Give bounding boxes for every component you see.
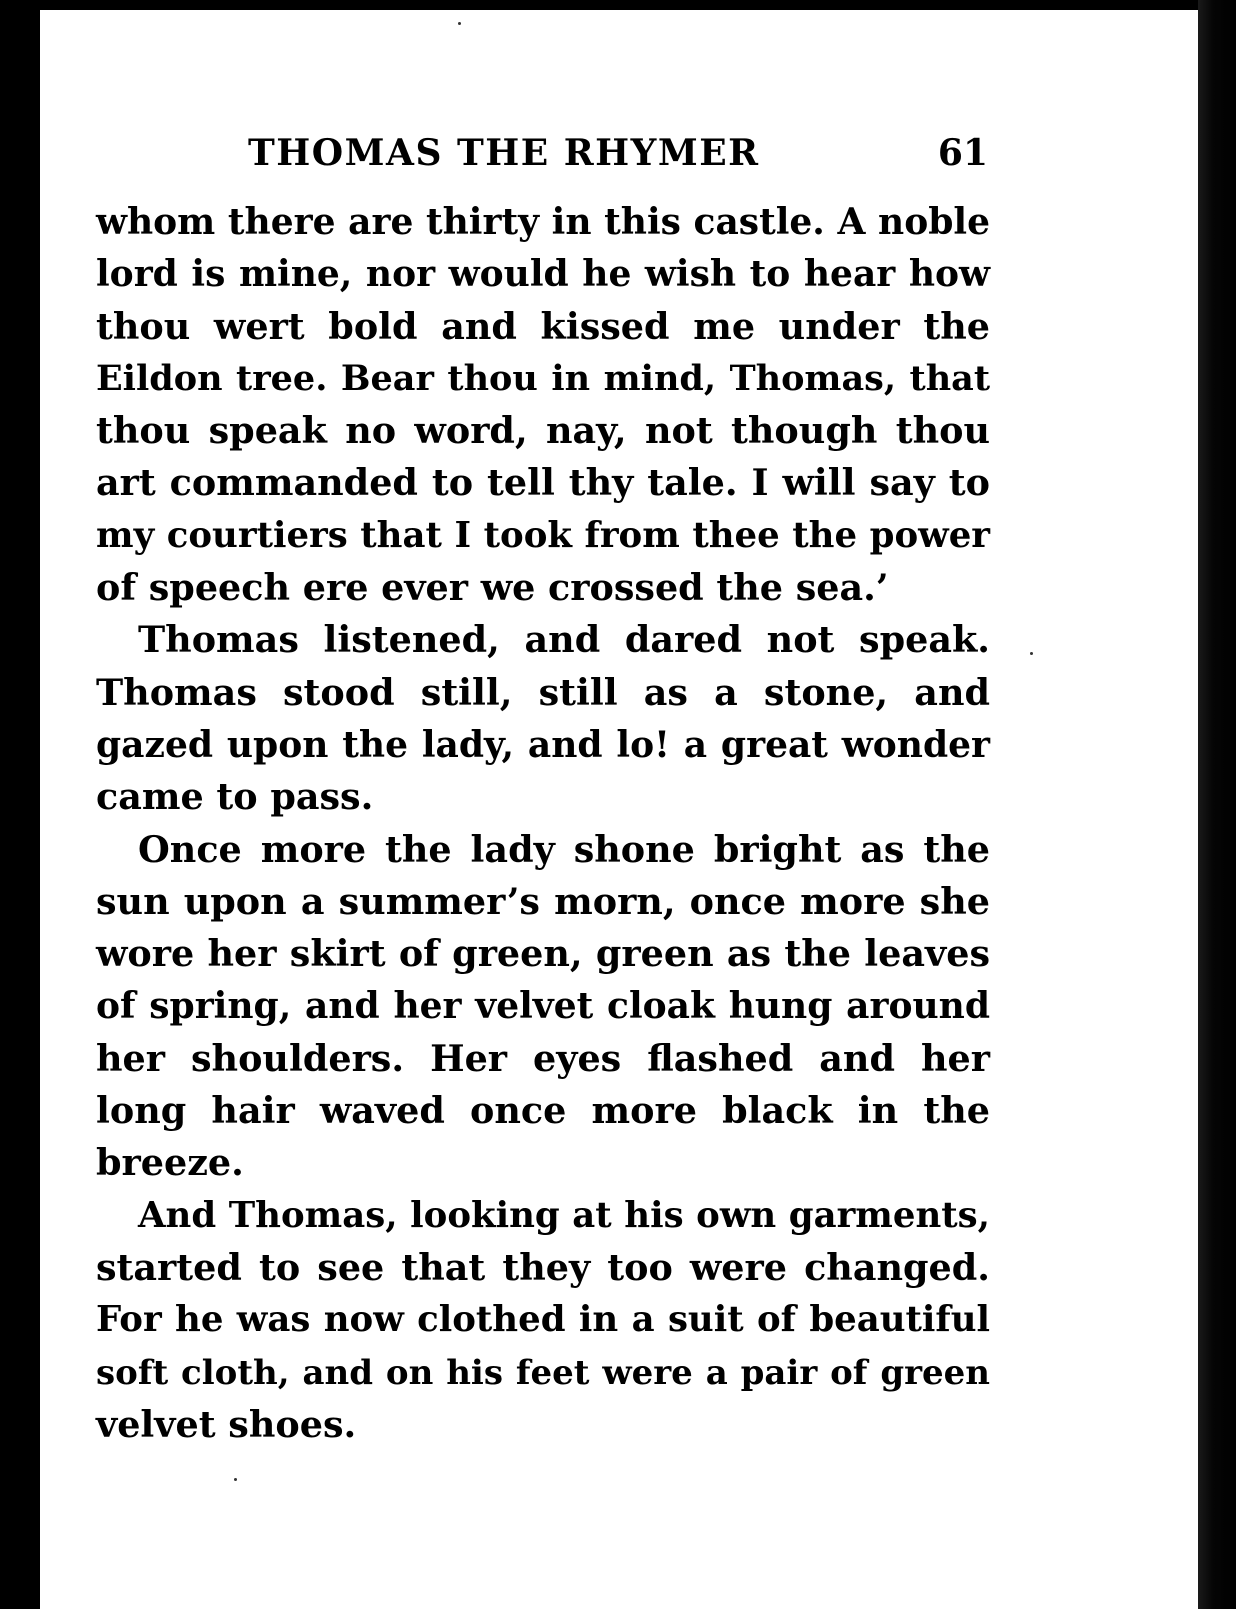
text-line: gazed upon the lady, and lo! a great wonder [96, 723, 990, 766]
text-line: of spring, and her velvet cloak hung around [96, 985, 990, 1028]
text-line: whom there are thirty in this castle. A noble [96, 201, 990, 243]
body-text [96, 196, 990, 1451]
text-line: Eildon tree. Bear thou in mind, Thomas, that [96, 357, 990, 399]
running-head-title: THOMAS THE RHYMER [248, 132, 760, 174]
text-line: Once more the lady shone bright as the [138, 827, 990, 871]
text-line: lord is mine, nor would he wish to hear how [96, 253, 990, 296]
page-number: 61 [937, 132, 988, 174]
text-line: And Thomas, looking at his own garments, [138, 1194, 990, 1236]
text-line: Thomas stood still, still as a stone, and [96, 670, 990, 714]
scan-speck [458, 22, 461, 25]
scan-speck [234, 1478, 237, 1481]
running-head [248, 132, 988, 176]
text-line: my courtiers that I took from thee the power [96, 514, 990, 556]
text-line: sun upon a summer’s morn, once more she [96, 879, 990, 923]
text-line: thou speak no word, nay, not though thou [96, 409, 990, 453]
text-line: wore her skirt of green, green as the leaves [96, 932, 990, 976]
text-line: soft cloth, and on his feet were a pair of green [96, 1352, 990, 1393]
scan-speck [1030, 652, 1033, 655]
text-line: velvet shoes. [96, 1402, 357, 1446]
text-line: thou wert bold and kissed me under the [96, 304, 990, 348]
text-line: breeze. [96, 1141, 244, 1185]
text-line: came to pass. [96, 775, 374, 819]
text-line: art commanded to tell thy tale. I will say to [96, 461, 990, 505]
text-line: her shoulders. Her eyes flashed and her [96, 1036, 990, 1080]
text-line: started to see that they too were changed. [96, 1245, 990, 1289]
text-line: of speech ere ever we crossed the sea.’ [96, 566, 889, 610]
text-line: long hair waved once more black in the [96, 1089, 990, 1133]
text-line: For he was now clothed in a suit of beautiful [96, 1299, 990, 1341]
text-line: Thomas listened, and dared not speak. [138, 618, 990, 662]
page-edge-shadow [1198, 0, 1236, 1609]
